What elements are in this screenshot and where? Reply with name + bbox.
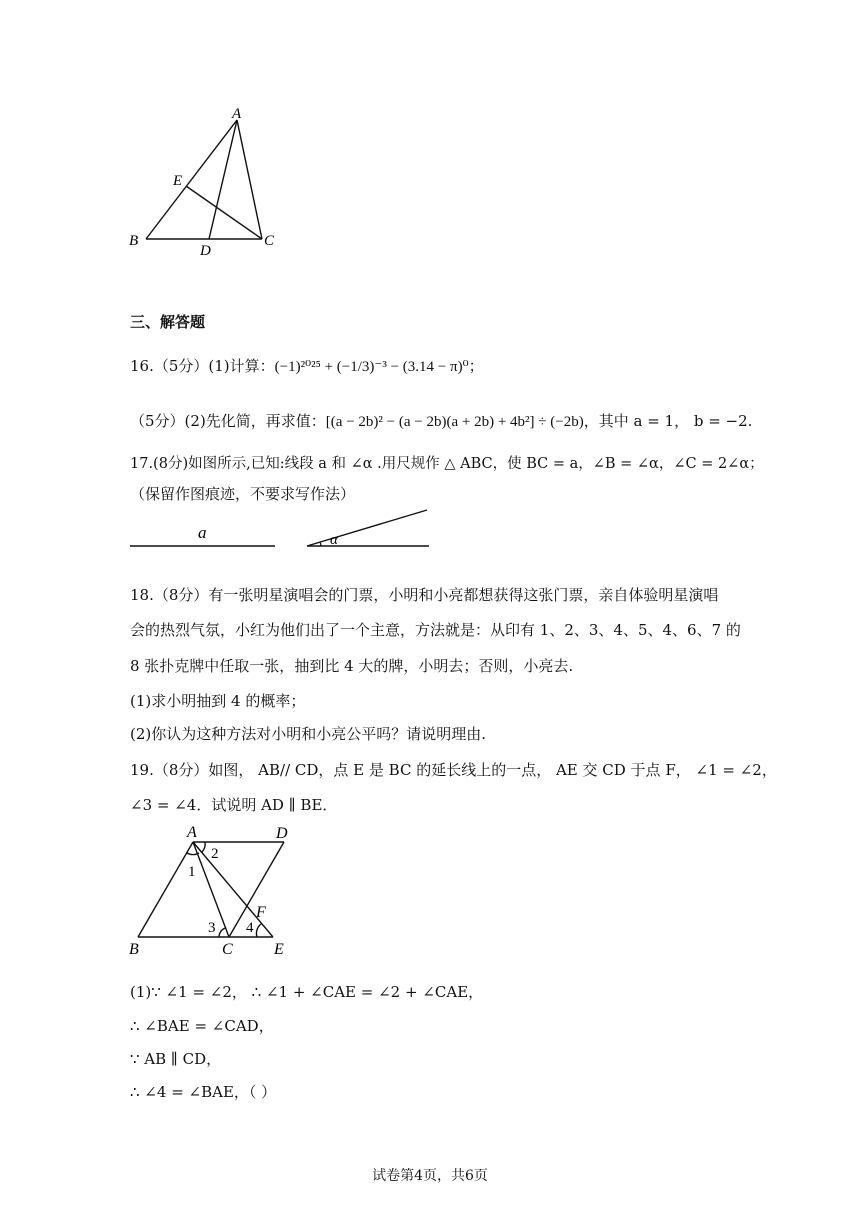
q19-line2: ∠3 = ∠4．试说明 AD ∥ BE．	[130, 796, 338, 814]
angle-2-arc	[202, 842, 205, 852]
label-a: A	[232, 106, 242, 122]
q18-line1: 18.（8分）有一张明星演唱会的门票，小明和小亮都想获得这张门票，亲自体验明星演唱	[130, 586, 719, 604]
label-1: 1	[188, 864, 196, 880]
q16-part2-prefix: （5分）(2)先化简，再求值：	[130, 412, 326, 430]
q16-part1-prefix: 16.（5分）(1)计算：	[130, 357, 275, 375]
segment-ab	[138, 842, 193, 937]
q16-part2-suffix: ，其中 a = 1， b = −2.	[583, 412, 753, 430]
q19-proof-line-4: ∴ ∠4 = ∠BAE，（ ）	[130, 1083, 277, 1101]
angle-alpha-label: α	[330, 532, 338, 548]
label-e: E	[274, 941, 284, 958]
angle-3-arc	[219, 928, 225, 937]
q19-proof-line-1: (1)∵ ∠1 = ∠2， ∴ ∠1 + ∠CAE = ∠2 + ∠CAE，	[130, 983, 484, 1001]
q17-line2: （保留作图痕迹，不要求写作法）	[130, 485, 356, 503]
triangle-figure-abc	[120, 100, 290, 260]
label-c: C	[222, 941, 233, 958]
q16-part2	[130, 410, 752, 431]
q18-line3: 8 张扑克牌中任取一张，抽到比 4 大的牌，小明去；否则，小亮去.	[130, 657, 574, 675]
label-b: B	[129, 941, 139, 958]
q18-line2: 会的热烈气氛，小红为他们出了一个主意，方法就是：从印有 1、2、3、4、5、4、6、7 的	[130, 621, 741, 639]
q18-sub2: (2)你认为这种方法对小明和小亮公平吗？请说明理由.	[130, 725, 487, 743]
segment-cd	[229, 842, 284, 937]
angle-upper-ray	[307, 510, 427, 546]
q18-sub1: (1)求小明抽到 4 的概率；	[130, 692, 306, 710]
label-d: D	[200, 243, 211, 259]
section-title: 三、解答题	[130, 313, 206, 331]
label-e: E	[173, 173, 183, 189]
page-footer: 试卷第4页，共6页	[372, 1168, 488, 1184]
label-d: D	[276, 825, 288, 842]
label-f: F	[256, 904, 266, 921]
segment-a-label: a	[198, 523, 207, 542]
q16-part1	[130, 355, 484, 376]
q16-part1-end: ；	[468, 357, 484, 375]
q17-line1: 17.(8分)如图所示,已知:线段 a 和 ∠α .用尺规作 △ ABC，使 BC = a，∠B = ∠α，∠C = 2∠α；	[130, 456, 764, 472]
label-4: 4	[246, 920, 254, 936]
label-c: C	[264, 233, 275, 249]
segment-ae	[193, 842, 273, 937]
q19-proof-line-2: ∴ ∠BAE = ∠CAD，	[130, 1017, 274, 1035]
q19-proof-line-3: ∵ AB ∥ CD，	[130, 1050, 222, 1068]
angle-4-arc	[256, 924, 261, 937]
q19-line1: 19.（8分）如图， AB// CD，点 E 是 BC 的延长线上的一点， AE 交 CD 于点 F， ∠1 = ∠2，	[130, 761, 777, 779]
q16-part1-expression: (−1)²⁰²⁵ + (−1/3)⁻³ − (3.14 − π)⁰	[274, 359, 469, 375]
q16-part2-expression: [(a − 2b)² − (a − 2b)(a + 2b) + 4b²] ÷ (−2b)	[325, 414, 584, 430]
q19-figure	[125, 820, 305, 960]
segment-ac	[237, 120, 262, 239]
segment-ec	[186, 186, 262, 239]
label-a: A	[187, 824, 197, 841]
q17-figures	[125, 505, 445, 555]
label-b: B	[129, 233, 139, 249]
angle-1-arc	[187, 853, 199, 855]
label-2: 2	[211, 846, 219, 862]
label-3: 3	[208, 920, 216, 936]
